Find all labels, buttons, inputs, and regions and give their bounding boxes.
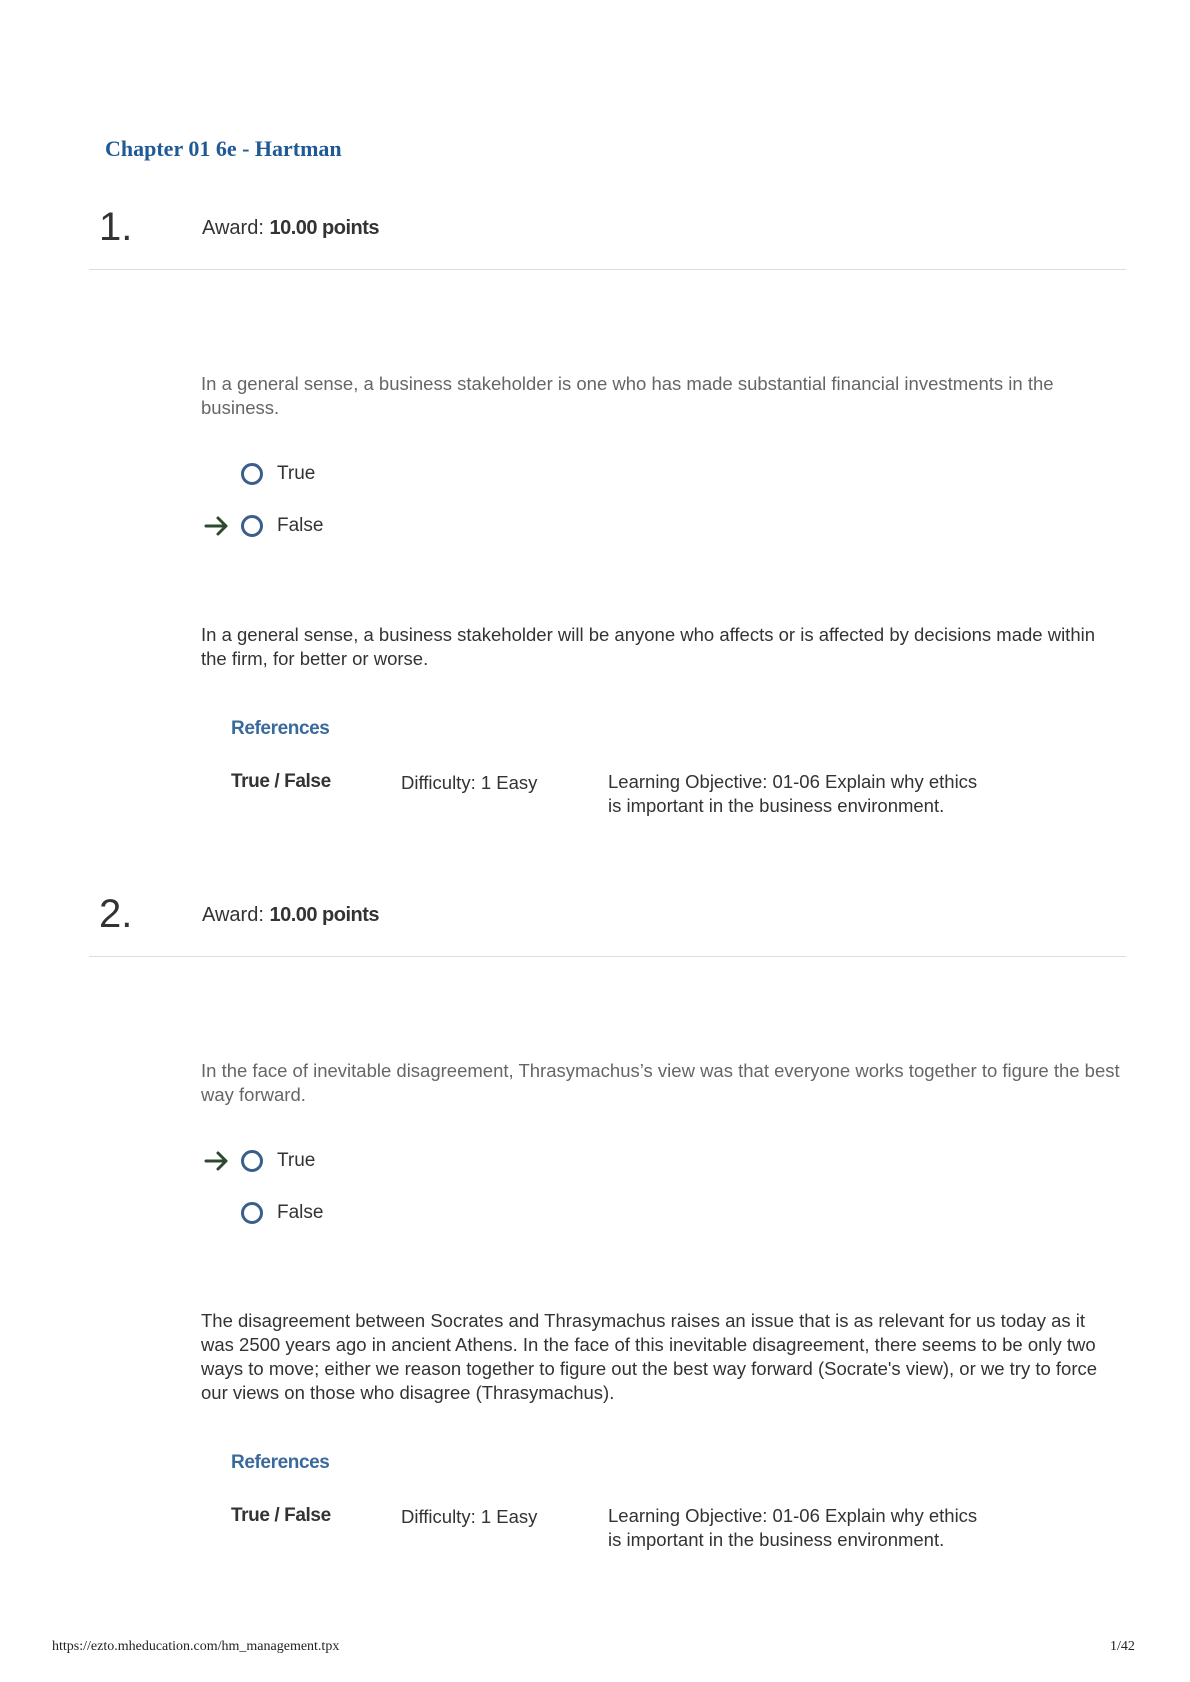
option-label: True xyxy=(277,463,316,484)
reference-difficulty: Difficulty: 1 Easy xyxy=(401,1506,538,1527)
radio-icon[interactable] xyxy=(241,1202,263,1224)
question-1-option-true[interactable] xyxy=(241,459,315,489)
document-title: Chapter 01 6e - Hartman xyxy=(105,136,342,161)
right-arrow-icon xyxy=(203,1146,231,1176)
option-label: True xyxy=(277,1150,316,1171)
award-label: Award: xyxy=(202,904,264,926)
question-2-explanation: The disagreement between Socrates and Thrasymachus raises an issue that is as relevant for us today as it was 2500 years ago in ancient Athens. In the face of this inevitable disagreement, there seems to be only two ways to move; either we reason together to figure out the best way forward (Socrate's view), or we try to force our views on those who disagree (Thrasymachus). xyxy=(201,1310,1098,1403)
question-2-option-true[interactable] xyxy=(241,1146,315,1176)
reference-question-type: True / False xyxy=(231,771,331,792)
question-1-explanation: In a general sense, a business stakeholder will be anyone who affects or is affected by decisions made within the firm, for better or worse. xyxy=(201,624,1096,669)
references-heading: References xyxy=(231,718,330,739)
option-label: False xyxy=(277,515,324,536)
question-2-text: In the face of inevitable disagreement, Thrasymachus’s view was that everyone works together to figure the best way forward. xyxy=(201,1060,1120,1105)
question-1-header xyxy=(89,199,1126,270)
reference-learning-objective: Learning Objective: 01-06 Explain why ethics is important in the business environment. xyxy=(608,1505,978,1550)
reference-difficulty: Difficulty: 1 Easy xyxy=(401,772,538,793)
reference-question-type: True / False xyxy=(231,1505,331,1526)
radio-icon[interactable] xyxy=(241,463,263,485)
award-info xyxy=(202,902,379,928)
radio-icon[interactable] xyxy=(241,1150,263,1172)
reference-learning-objective: Learning Objective: 01-06 Explain why ethics is important in the business environment. xyxy=(608,771,978,816)
award-points: 10.00 points xyxy=(269,217,380,239)
right-arrow-icon xyxy=(203,511,231,541)
award-info xyxy=(202,215,379,241)
question-2-option-false[interactable] xyxy=(241,1198,323,1228)
radio-icon[interactable] xyxy=(241,515,263,537)
question-number: 2. xyxy=(99,892,133,936)
references-heading: References xyxy=(231,1452,330,1473)
question-2-header xyxy=(89,886,1126,957)
award-points: 10.00 points xyxy=(269,904,380,926)
question-1-option-false[interactable] xyxy=(241,511,323,541)
award-label: Award: xyxy=(202,217,264,239)
option-label: False xyxy=(277,1202,324,1223)
question-number: 1. xyxy=(99,205,133,249)
footer-url: https://ezto.mheducation.com/hm_management.tpx xyxy=(52,1639,340,1654)
question-1-text: In a general sense, a business stakeholder is one who has made substantial financial investments in the business. xyxy=(201,373,1054,418)
page-number: 1/42 xyxy=(1110,1639,1135,1654)
